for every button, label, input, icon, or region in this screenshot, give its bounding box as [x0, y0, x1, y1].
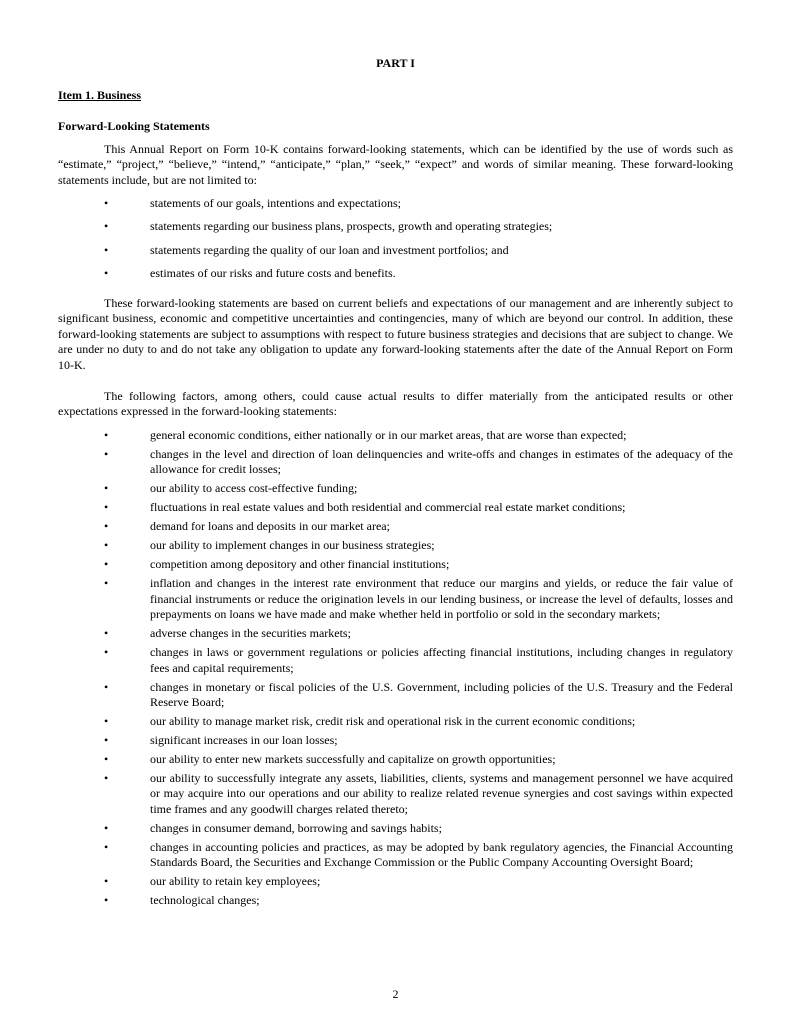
list-item-text: our ability to successfully integrate any assets, liabilities, clients, systems and management personnel we have acquired or may acquire into our operations and our ability to realize related revenue synergies and cost savings within expected time frames and any goodwill charges related thereto; [150, 771, 733, 816]
part-title: PART I [376, 56, 415, 70]
list-item [58, 733, 733, 748]
bullet-icon: • [104, 219, 109, 234]
page-number: 2 [392, 987, 399, 1001]
bullet-icon: • [104, 752, 109, 767]
bullet-icon: • [104, 538, 109, 553]
basis-paragraph-block [58, 296, 733, 373]
bullet-icon: • [104, 820, 109, 835]
list-item-text: changes in laws or government regulations or policies affecting financial institutions, including changes in regulatory fees and capital requirements; [150, 645, 733, 675]
bullet-icon: • [104, 557, 109, 572]
factors-list [58, 428, 733, 912]
list-item [58, 219, 733, 234]
bullet-icon: • [104, 242, 109, 257]
list-item-text: our ability to manage market risk, credit risk and operational risk in the current economic conditions; [150, 714, 636, 729]
list-item [58, 481, 733, 496]
intro-paragraph-block [58, 142, 733, 188]
list-item-text: general economic conditions, either nationally or in our market areas, that are worse than expected; [150, 428, 627, 442]
bullet-icon: • [104, 874, 109, 889]
list-item [58, 538, 733, 553]
list-item-text: changes in monetary or fiscal policies of the U.S. Government, including policies of the U.S. Treasury and the Federal Reserve Board; [150, 679, 733, 710]
list-item [58, 680, 733, 711]
bullet-icon: • [104, 196, 109, 210]
list-item [58, 626, 733, 641]
list-item-text: statements regarding the quality of our loan and investment portfolios; and [150, 242, 509, 257]
list-item [58, 428, 733, 443]
list-item-text: changes in accounting policies and practices, as may be adopted by bank regulatory agencies, the Financial Accounting Standards Board, the Securities and Exchange Commission or the Public Company Accounting Oversight Board; [150, 839, 733, 870]
list-item [58, 447, 733, 478]
list-item-text: demand for loans and deposits in our market area; [150, 519, 390, 534]
list-item-text: adverse changes in the securities markets; [150, 626, 351, 641]
list-item-text: estimates of our risks and future costs and benefits. [150, 266, 396, 281]
list-item [58, 557, 733, 572]
list-item [58, 893, 733, 908]
intro-paragraph: This Annual Report on Form 10-K contains forward-looking statements, which can be identified by the use of words such as “estimate,” “project,” “believe,” “intend,” “anticipate,” “plan,” “seek,” “expect” and words of similar meaning. These forward-looking statements include, but are not limited to: [58, 142, 733, 187]
bullet-icon: • [104, 839, 109, 854]
bullet-icon: • [104, 428, 109, 442]
list-item [58, 874, 733, 889]
bullet-icon: • [104, 266, 109, 281]
list-item-text: our ability to access cost-effective funding; [150, 481, 358, 496]
list-item [58, 519, 733, 534]
bullet-icon: • [104, 645, 109, 660]
bullet-icon: • [104, 626, 109, 641]
list-item [58, 714, 733, 729]
bullet-icon: • [104, 893, 109, 908]
bullet-icon: • [104, 481, 109, 496]
list-item-text: statements of our goals, intentions and expectations; [150, 196, 401, 210]
list-item [58, 840, 733, 871]
section-title: Forward-Looking Statements [58, 119, 210, 133]
bullet-icon: • [104, 679, 109, 694]
bullet-icon: • [104, 576, 109, 591]
list-item-text: statements regarding our business plans, prospects, growth and operating strategies; [150, 219, 553, 234]
list-item [58, 196, 733, 211]
list-item [58, 500, 733, 515]
list-item [58, 243, 733, 258]
factors-paragraph-block [58, 389, 733, 420]
bullet-icon: • [104, 733, 109, 748]
bullet-icon: • [104, 519, 109, 534]
bullet-icon: • [104, 714, 109, 729]
list-item-text: technological changes; [150, 893, 260, 908]
list-item [58, 771, 733, 817]
list-item-text: fluctuations in real estate values and both residential and commercial real estate market conditions; [150, 500, 626, 515]
basis-paragraph: These forward-looking statements are based on current beliefs and expectations of our management and are inherently subject to significant business, economic and competitive uncertainties and contingencies, many of which are beyond our control. In addition, these forward-looking statements are subject to assumptions with respect to future business strategies and decisions that are subject to change. We are under no duty to and do not take any obligation to update any forward-looking statements after the date of the Annual Report on Form 10-K. [58, 296, 733, 372]
list-item [58, 645, 733, 676]
list-item-text: our ability to enter new markets successfully and capitalize on growth opportunities; [150, 752, 556, 767]
list-item-text: changes in consumer demand, borrowing and savings habits; [150, 820, 442, 835]
bullet-icon: • [104, 447, 109, 461]
factors-paragraph: The following factors, among others, could cause actual results to differ materially from the anticipated results or other expectations expressed in the forward-looking statements: [58, 389, 733, 419]
include-list [58, 196, 733, 290]
item-title: Item 1. Business [58, 88, 142, 102]
list-item-text: competition among depository and other financial institutions; [150, 557, 450, 572]
list-item [58, 752, 733, 767]
list-item [58, 576, 733, 622]
list-item-text: significant increases in our loan losses; [150, 733, 338, 748]
list-item-text: our ability to retain key employees; [150, 874, 321, 889]
bullet-icon: • [104, 771, 109, 786]
bullet-icon: • [104, 500, 109, 515]
list-item [58, 266, 733, 281]
list-item-text: our ability to implement changes in our business strategies; [150, 538, 435, 553]
list-item [58, 821, 733, 836]
list-item-text: changes in the level and direction of loan delinquencies and write-offs and changes in estimates of the adequacy of the allowance for credit losses; [150, 447, 733, 477]
list-item-text: inflation and changes in the interest rate environment that reduce our margins and yields, or reduce the fair value of financial instruments or reduce the origination levels in our lending business, or increase the level of defaults, losses and prepayments on loans we have made and make whether held in portfolio or sold in the secondary markets; [150, 576, 733, 622]
